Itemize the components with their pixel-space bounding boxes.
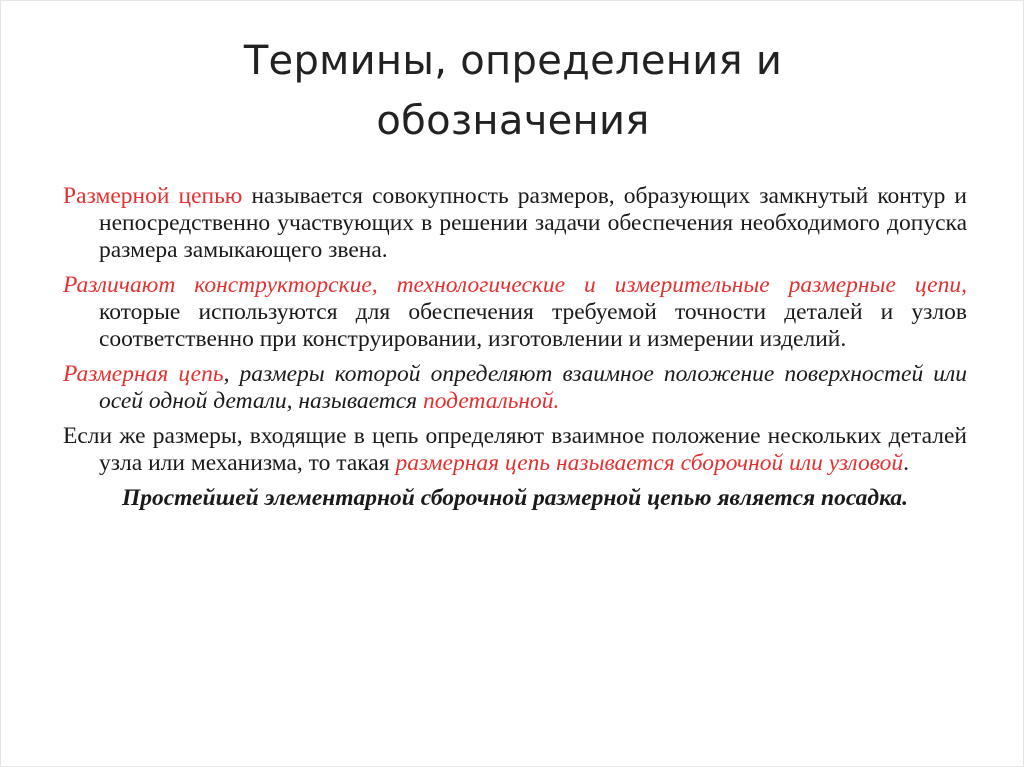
definition-text: называется совокупность размеров, образующих замкнутый контур и непосредственно участвующих в решении задачи обеспечения необходимого допуска размера замыкающего звена. xyxy=(99,183,967,263)
paragraph-definition xyxy=(63,183,967,264)
detail-chain-text: , размеры которой определяют взаимное положение поверхностей или осей одной детали, называется xyxy=(99,361,967,414)
paragraph-detail-chain xyxy=(63,361,967,415)
conclusion-text: Простейшей элементарной сборочной размерной цепью является посадка. xyxy=(121,485,909,511)
assembly-chain-end: . xyxy=(903,450,909,476)
assembly-chain-text: Если же размеры, входящие в цепь определяют взаимное положение нескольких деталей узла или механизма, то такая xyxy=(63,423,967,476)
slide-body xyxy=(63,183,967,512)
paragraph-assembly-chain xyxy=(63,423,967,477)
term-dimension-chain-2: Размерная цепь xyxy=(63,361,224,387)
term-assembly-chain: размерная цепь называется сборочной или узловой xyxy=(395,450,904,476)
paragraph-chain-types xyxy=(63,272,967,353)
title-line-1: Термины, определения и xyxy=(243,38,783,84)
term-dimension-chain: Размерной цепью xyxy=(63,183,243,209)
term-chain-types: Различают конструкторские, технологические и измерительные размерные цепи, xyxy=(63,272,967,298)
chain-types-text: которые используются для обеспечения требуемой точности деталей и узлов соответственно при конструировании, изготовлении и измерении изделий. xyxy=(99,299,967,352)
title-line-2: обозначения xyxy=(376,98,650,144)
slide-title xyxy=(1,31,1024,151)
term-detail-chain: подетальной. xyxy=(422,388,560,414)
